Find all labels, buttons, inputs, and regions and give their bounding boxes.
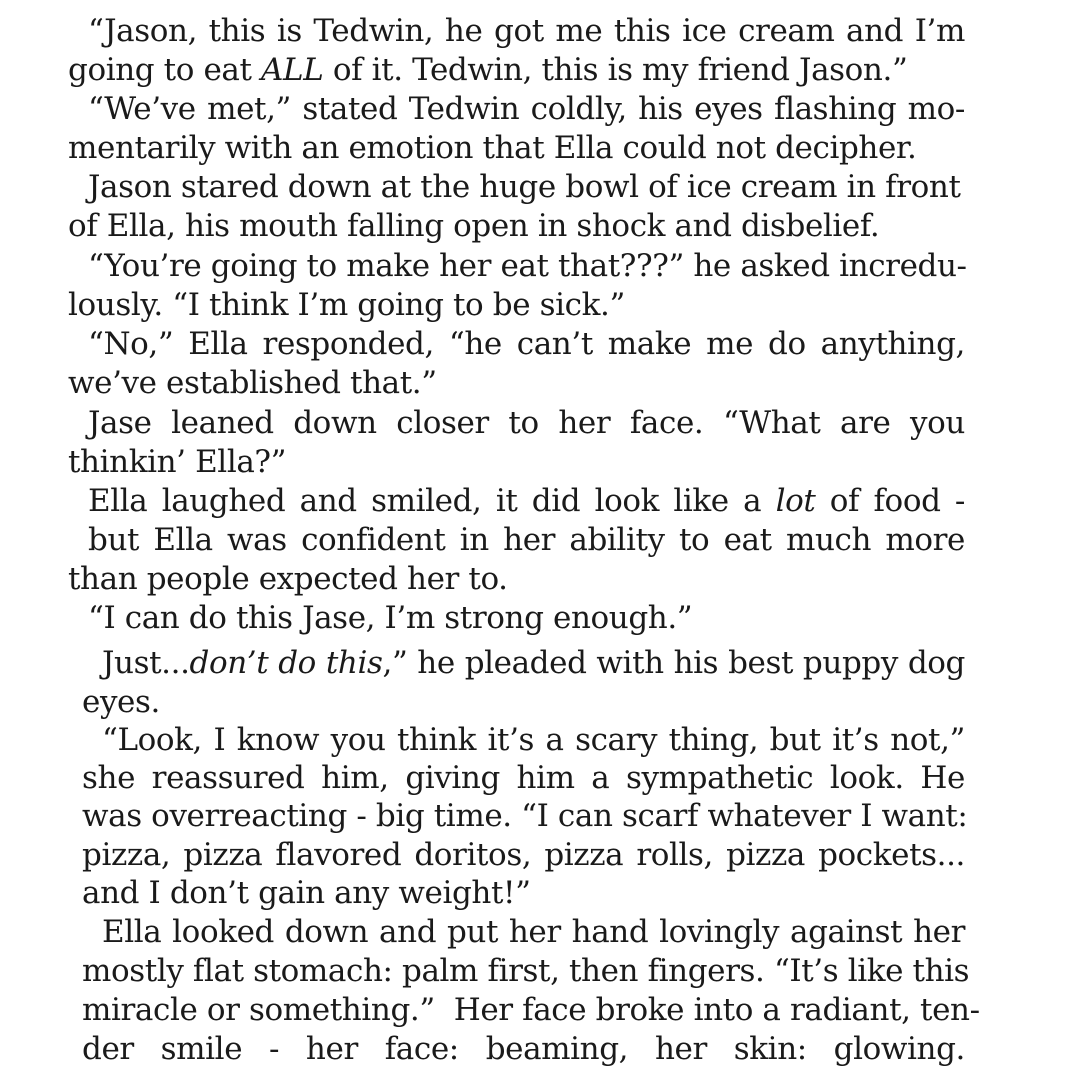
text-line: miracle or something.” Her face broke into a radiant, ten- [82,992,980,1028]
text-line: Just...don’t do this,” he pleaded with his best puppy dog [102,645,965,681]
text-line: “We’ve met,” stated Tedwin coldly, his eyes flashing mo- [88,91,965,127]
text-line: Ella looked down and put her hand lovingly against her [102,914,965,950]
text-line: “Look, I know you think it’s a scary thing, but it’s not,” [102,722,965,758]
text-line: Jase leaned down closer to her face. “What are you [88,405,965,441]
text-line: was overreacting - big time. “I can scarf whatever I want: [82,798,968,834]
text-line: she reassured him, giving him a sympathetic look. He [82,760,965,796]
text-line: and I don’t gain any weight!” [82,875,531,911]
text-line: of Ella, his mouth falling open in shock and disbelief. [68,208,880,244]
text-line: lously. “I think I’m going to be sick.” [68,287,625,323]
text-line: mostly flat stomach: palm first, then fingers. “It’s like this [82,953,970,989]
text-line: “You’re going to make her eat that???” he asked incredu- [88,248,967,284]
italic-emphasis: don’t do this [189,645,383,681]
text-line: mentarily with an emotion that Ella could not decipher. [68,130,917,166]
italic-emphasis: lot [775,483,816,519]
text-line: we’ve established that.” [68,365,437,401]
text-line: pizza, pizza flavored doritos, pizza rolls, pizza pockets... [82,837,965,873]
italic-emphasis: ALL [261,52,324,88]
text-line: “I can do this Jase, I’m strong enough.” [88,600,693,636]
text-line: eyes. [82,684,160,720]
text-line: “Jason, this is Tedwin, he got me this ice cream and I’m [88,13,965,49]
text-line: than people expected her to. [68,561,508,597]
text-line: but Ella was confident in her ability to eat much more [88,522,965,558]
text-line: “No,” Ella responded, “he can’t make me do anything, [88,326,965,362]
text-line: Ella laughed and smiled, it did look like a lot of food - [88,483,965,519]
text-line: thinkin’ Ella?” [68,444,287,480]
text-line: Jason stared down at the huge bowl of ice cream in front [88,169,961,205]
text-line: going to eat ALL of it. Tedwin, this is my friend Jason.” [68,52,908,88]
text-line: der smile - her face: beaming, her skin: glowing. [82,1031,965,1067]
